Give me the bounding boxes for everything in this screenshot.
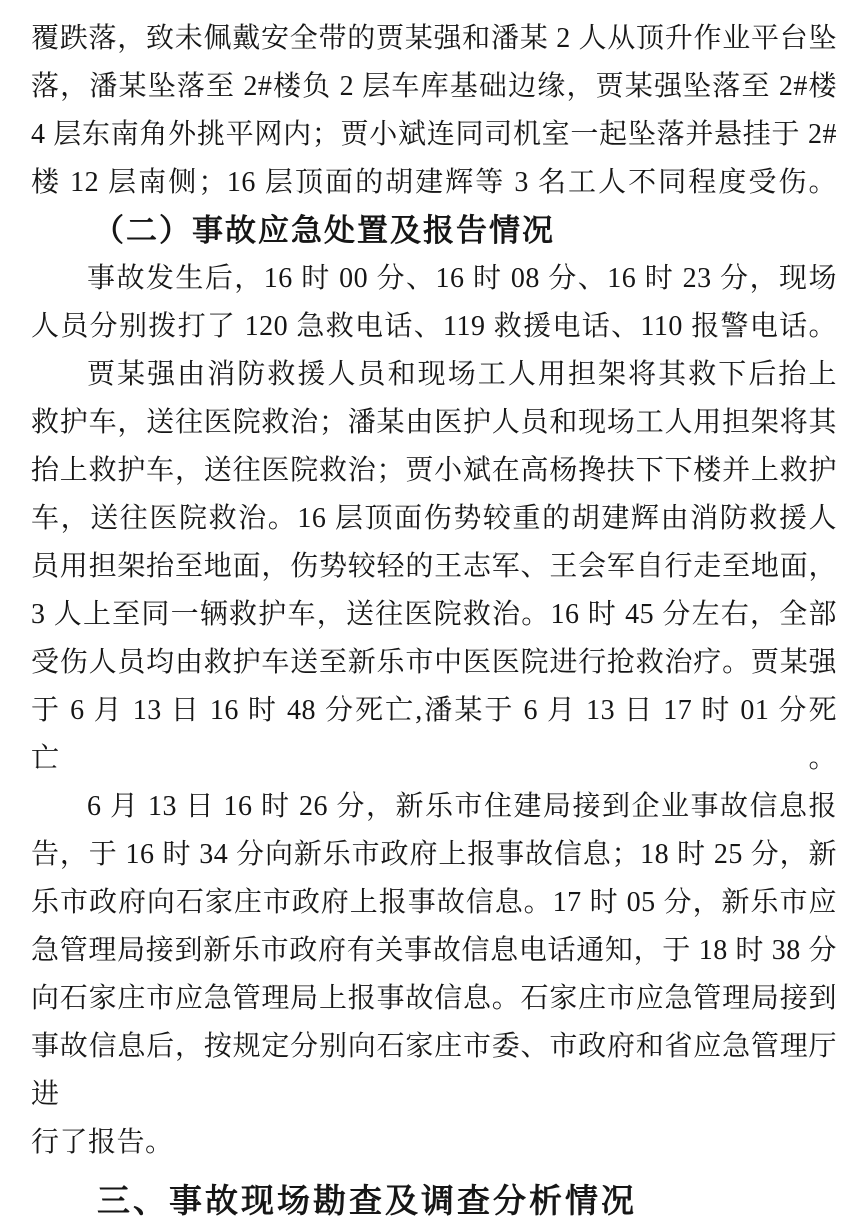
body-line: 行了报告。 <box>31 1127 174 1158</box>
body-line: 贾某强由消防救援人员和现场工人用担架将其救下后抬上 <box>87 359 837 390</box>
body-line: 抬上救护车，送往医院救治；贾小斌在高杨搀扶下下楼并上救护 <box>31 455 837 486</box>
section-heading: （二）事故应急处置及报告情况 <box>93 213 555 248</box>
body-line: 向石家庄市应急管理局上报事故信息。石家庄市应急管理局接到 <box>31 983 837 1014</box>
body-line: 急管理局接到新乐市政府有关事故信息电话通知，于 18 时 38 分 <box>31 935 837 966</box>
body-line: 车，送往医院救治。16 层顶面伤势较重的胡建辉由消防救援人 <box>31 503 837 534</box>
body-line: 事故信息后，按规定分别向石家庄市委、市政府和省应急管理厅进 <box>31 1031 837 1110</box>
body-line: 楼 12 层南侧；16 层顶面的胡建辉等 3 名工人不同程度受伤。 <box>31 167 837 198</box>
body-line: 落，潘某坠落至 2#楼负 2 层车库基础边缘，贾某强坠落至 2#楼 <box>31 71 837 102</box>
body-line: 人员分别拨打了 120 急救电话、119 救援电话、110 报警电话。 <box>31 311 837 342</box>
body-line: 救护车，送往医院救治；潘某由医护人员和现场工人用担架将其 <box>31 407 837 438</box>
body-line: 受伤人员均由救护车送至新乐市中医医院进行抢救治疗。贾某强 <box>31 647 837 678</box>
body-line: 告，于 16 时 34 分向新乐市政府上报事故信息；18 时 25 分，新 <box>31 839 837 870</box>
body-line: 事故发生后，16 时 00 分、16 时 08 分、16 时 23 分，现场 <box>87 263 837 294</box>
body-line: 6 月 13 日 16 时 26 分，新乐市住建局接到企业事故信息报 <box>87 791 837 822</box>
body-line: 4 层东南角外挑平网内；贾小斌连同司机室一起坠落并悬挂于 2# <box>31 119 837 150</box>
body-line: 覆跌落，致未佩戴安全带的贾某强和潘某 2 人从顶升作业平台坠 <box>31 23 837 54</box>
body-line: 员用担架抬至地面，伤势较轻的王志军、王会军自行走至地面， <box>31 551 837 582</box>
body-line: 于 6 月 13 日 16 时 48 分死亡,潘某于 6 月 13 日 17 时 01 分死亡。 <box>31 695 837 774</box>
body-line: 3 人上至同一辆救护车，送往医院救治。16 时 45 分左右，全部 <box>31 599 837 630</box>
body-line: 乐市政府向石家庄市政府上报事故信息。17 时 05 分，新乐市应 <box>31 887 837 918</box>
chapter-heading: 三、事故现场勘查及调查分析情况 <box>97 1182 637 1219</box>
